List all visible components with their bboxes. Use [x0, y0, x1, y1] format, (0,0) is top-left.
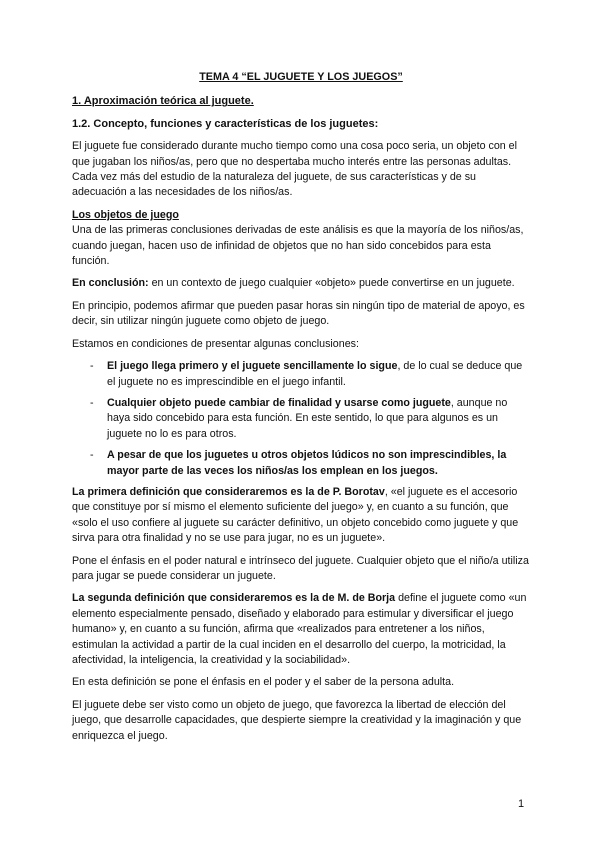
list-item — [72, 448, 530, 479]
list-item-bold: Cualquier objeto puede cambiar de finalidad y usarse como juguete — [107, 396, 451, 409]
intro-line-2: Cada vez más del estudio de la naturaleza del juguete, de sus características y de su adecuación a las necesidades de los niños/as. — [72, 171, 476, 199]
principio-paragraph: En principio, podemos afirmar que pueden pasar horas sin ningún tipo de material de apoyo, es decir, sin utilizar ningún juguete como objeto de juego. — [72, 299, 525, 328]
final-paragraph: El juguete debe ser visto como un objeto de juego, que favorezca la libertad de elección del juego, que desarrolle capacidades, que despierte siempre la creatividad y la imaginación y que enriquezca el juego. — [72, 698, 522, 742]
list-item — [72, 359, 530, 390]
section-heading-1-2: 1.2. Concepto, funciones y características de los juguetes: — [72, 117, 379, 130]
list-dash: - — [90, 360, 94, 373]
conclusion-label: En conclusión: — [72, 277, 149, 290]
borja-text: define el juguete como «un elemento especialmente pensado, diseñado y elaborado para estimular y diversificar el juego humano» y, en cuanto a su función, afirma que «realizados para entretener a los niños, estimulan la actividad a partir de la cual inciden en el desarrollo del cuerpo, la motricidad, la afectividad, la inteligencia, la creatividad y la sociabilidad». — [72, 592, 527, 666]
conclusion-paragraph — [72, 276, 530, 291]
borotav-text: , «el juguete es el accesorio que constituye por sí mismo el elemento suficiente del juego» y, en cuanto a su función, que «solo el uso confiere al juguete su carácter definitivo, un objeto concebido como juguete y que sirva para otra finalidad y no se use para jugar, no es un juguete». — [72, 485, 519, 545]
list-item-text: , de lo cual se deduce que el juguete no es imprescindible en el juego infantil. — [107, 360, 523, 388]
list-dash: - — [90, 396, 94, 409]
intro-line-1: El juguete fue considerado durante mucho tiempo como una cosa poco seria, un objeto con el que jugaban los niños/as, pero que no despertaba mucho interés entre las personas adultas. — [72, 140, 518, 168]
objetos-heading: Los objetos de juego — [72, 208, 179, 221]
borja-paragraph — [72, 591, 530, 668]
section-heading-1: 1. Aproximación teórica al juguete. — [72, 95, 254, 108]
list-item-text: , aunque no haya sido concebido para esta función. En este sentido, lo que para algunos es un juguete no lo es para otros. — [107, 396, 508, 440]
condiciones-paragraph: Estamos en condiciones de presentar algunas conclusiones: — [72, 337, 359, 350]
objetos-paragraph: Una de las primeras conclusiones derivadas de este análisis es que la mayoría de los niños/as, cuando juegan, hacen uso de infinidad de objetos que no han sido concebidos para esta función. — [72, 224, 524, 268]
intro-paragraph — [72, 139, 530, 201]
document-page — [72, 70, 530, 751]
conclusion-text: en un contexto de juego cualquier «objeto» puede convertirse en un juguete. — [148, 277, 515, 290]
borotav-paragraph — [72, 485, 530, 547]
enfasis-paragraph-1: Pone el énfasis en el poder natural e intrínseco del juguete. Cualquier objeto que el niño/a utiliza para jugar se puede considerar un juguete. — [72, 554, 529, 582]
list-dash: - — [90, 449, 94, 462]
document-title: TEMA 4 “EL JUGUETE Y LOS JUEGOS” — [199, 71, 403, 83]
borja-lead: La segunda definición que consideraremos es la de M. de Borja — [72, 592, 396, 605]
page-number: 1 — [518, 798, 525, 810]
list-item-bold: A pesar de que los juguetes u otros objetos lúdicos no son imprescindibles, la mayor parte de las veces los niños/as los emplean en los juegos. — [107, 449, 507, 477]
list-item-bold: El juego llega primero y el juguete sencillamente lo sigue — [107, 360, 398, 373]
borotav-lead: La primera definición que consideraremos es la de P. Borotav — [72, 485, 385, 498]
list-item — [72, 396, 530, 442]
conclusions-list — [72, 359, 530, 479]
enfasis-paragraph-2: En esta definición se pone el énfasis en el poder y el saber de la persona adulta. — [72, 676, 455, 689]
